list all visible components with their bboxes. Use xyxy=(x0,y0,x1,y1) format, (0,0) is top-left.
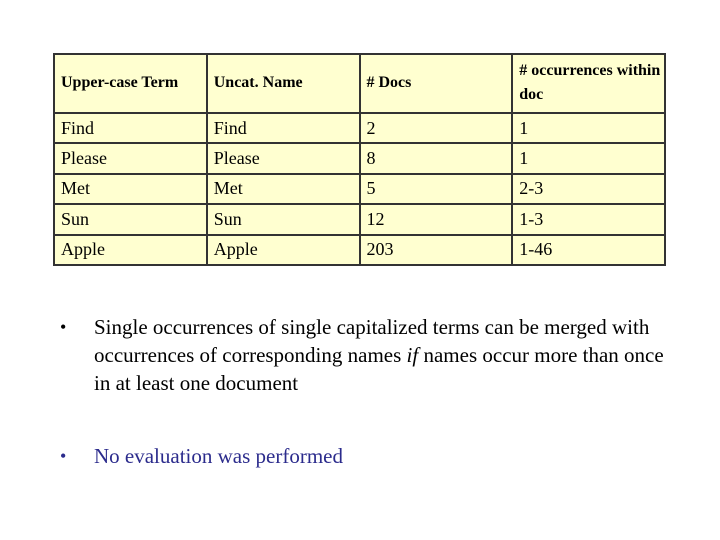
table-cell: Find xyxy=(54,113,207,143)
term-table xyxy=(53,53,666,266)
table-cell: Apple xyxy=(54,235,207,265)
table-cell: 12 xyxy=(360,204,513,234)
bullet-item-evaluation xyxy=(60,442,680,470)
table-header-row xyxy=(54,54,665,113)
header-cell: # occurrences within doc xyxy=(512,54,665,113)
bullet-text: No evaluation was performed xyxy=(94,444,343,468)
bullet-icon: • xyxy=(60,446,67,466)
bullet-text: Single occurrences of single capitalized terms can be merged with occurrences of corresponding names if names occur more than once in at least one document xyxy=(94,315,664,395)
header-cell: # Docs xyxy=(360,54,513,113)
table-cell: Find xyxy=(207,113,360,143)
bullet-item-merge xyxy=(60,313,680,397)
table-row xyxy=(54,143,665,173)
table-cell: 1-46 xyxy=(512,235,665,265)
table-cell: 2-3 xyxy=(512,174,665,204)
table-cell: 1 xyxy=(512,113,665,143)
table-cell: 1 xyxy=(512,143,665,173)
table-cell: Please xyxy=(207,143,360,173)
emphasis-text: if xyxy=(406,343,419,367)
table-cell: 203 xyxy=(360,235,513,265)
table-row xyxy=(54,174,665,204)
table-row xyxy=(54,113,665,143)
table-cell: Met xyxy=(207,174,360,204)
table-cell: Sun xyxy=(207,204,360,234)
table-row xyxy=(54,235,665,265)
table-cell: Please xyxy=(54,143,207,173)
bullet-icon: • xyxy=(60,317,67,337)
header-cell: Upper-case Term xyxy=(54,54,207,113)
table-cell: 5 xyxy=(360,174,513,204)
table-cell: 1-3 xyxy=(512,204,665,234)
table-cell: Apple xyxy=(207,235,360,265)
table-cell: Met xyxy=(54,174,207,204)
table-cell: 8 xyxy=(360,143,513,173)
header-cell: Uncat. Name xyxy=(207,54,360,113)
table-cell: 2 xyxy=(360,113,513,143)
table-cell: Sun xyxy=(54,204,207,234)
bullet-list xyxy=(60,313,680,470)
table-row xyxy=(54,204,665,234)
